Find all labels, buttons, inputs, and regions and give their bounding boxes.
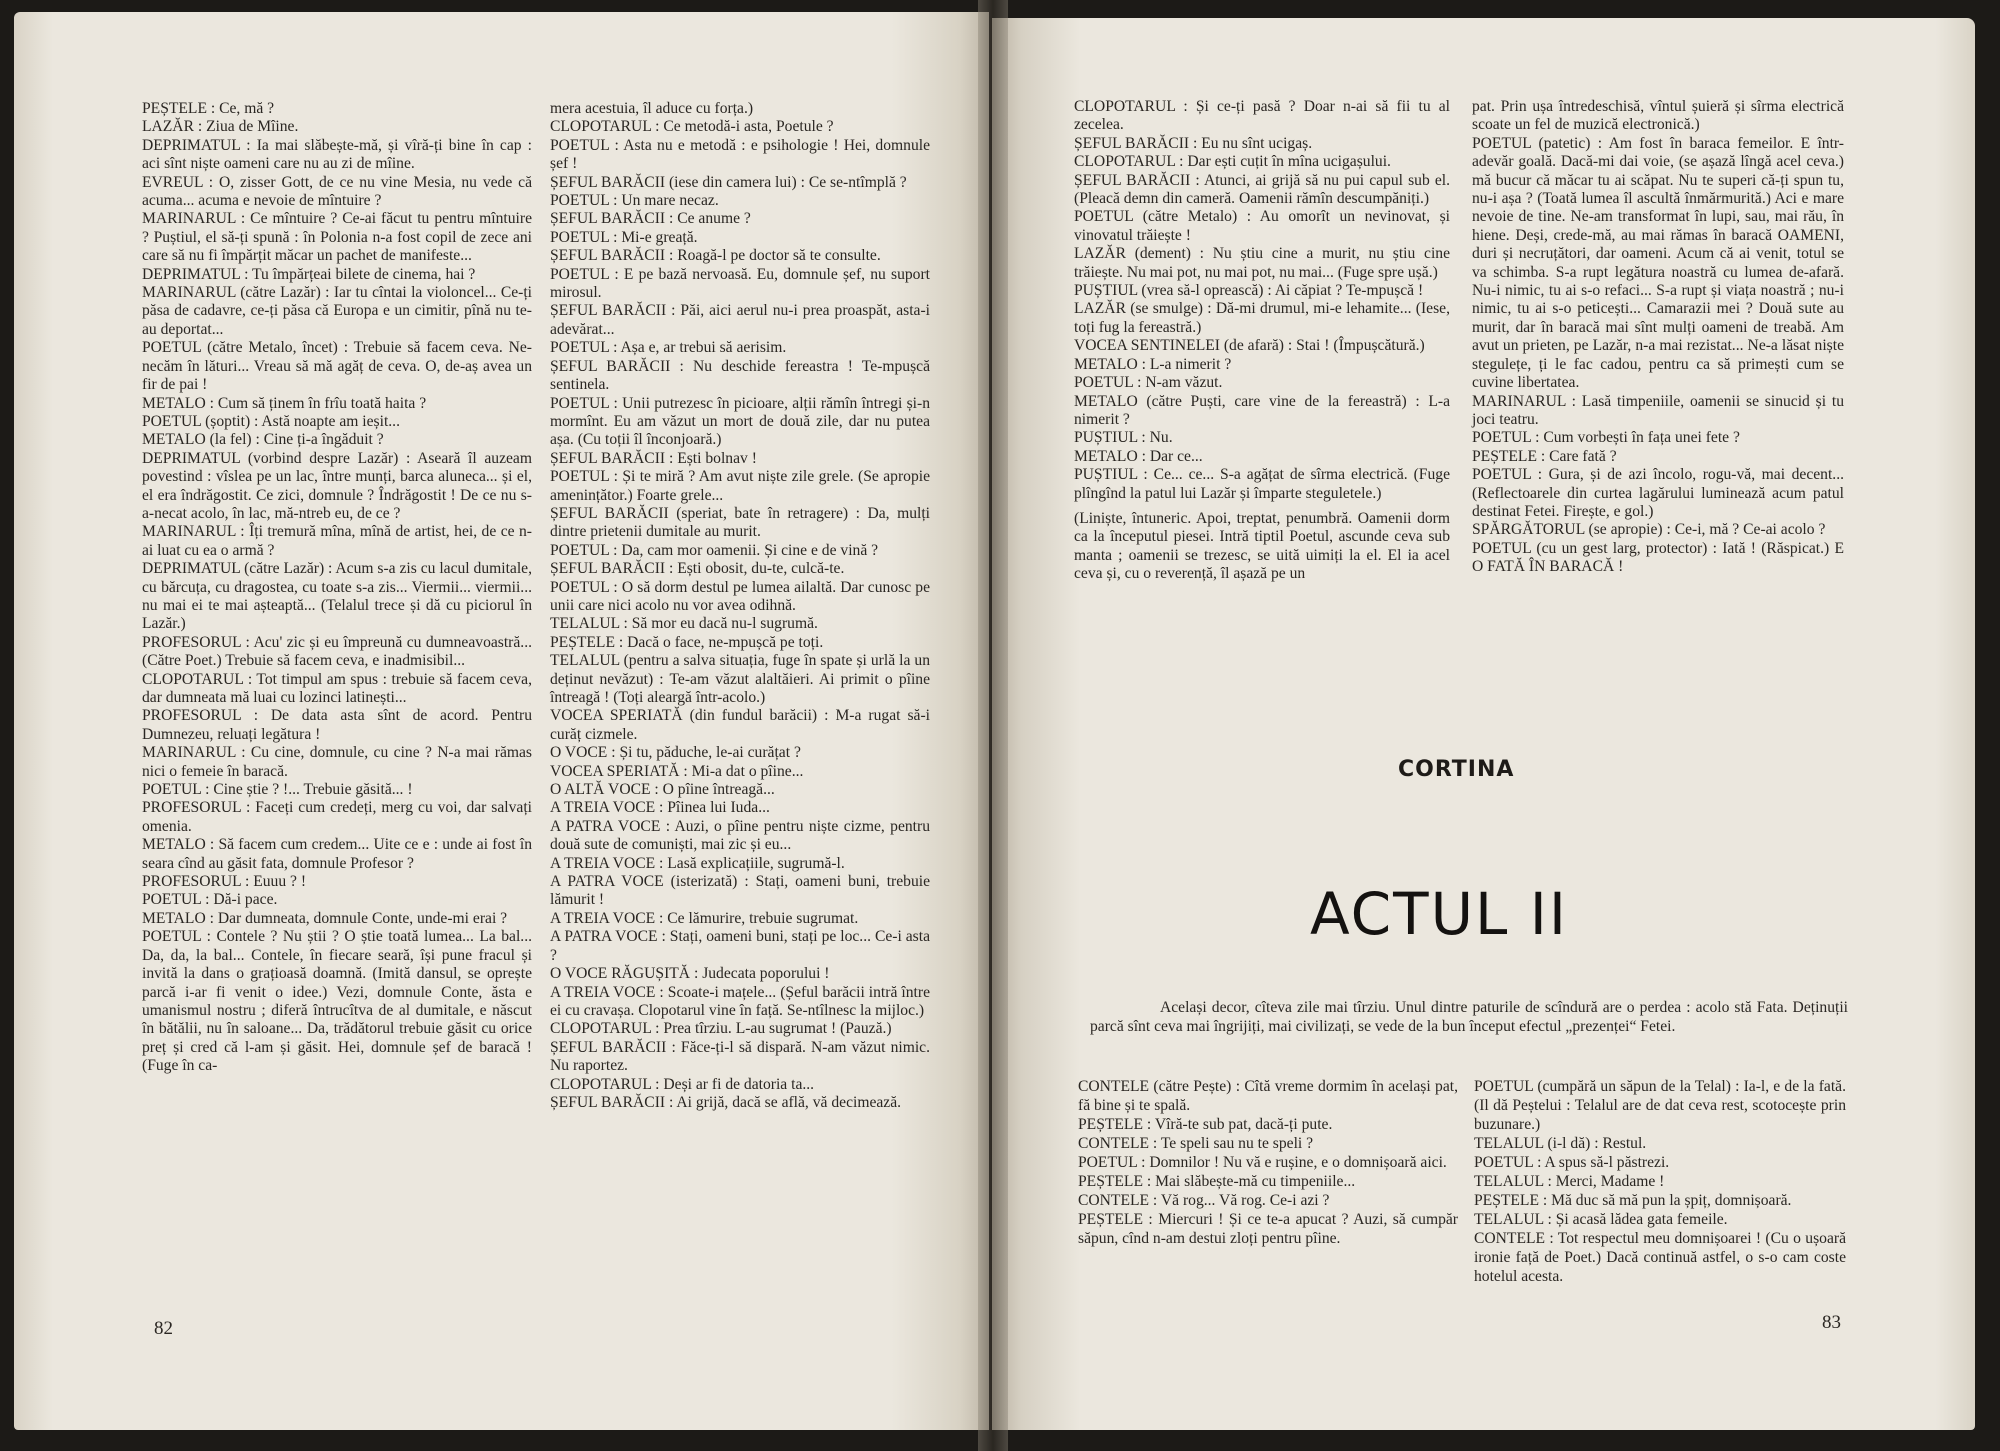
dialogue-line: MARINARUL (către Lazăr) : Iar tu cîntai la violoncel... Ce-ți păsa de cadavre, ce-ți păsa că Europa e un cimitir, pînă nu te-au deportat... <box>142 284 532 338</box>
dialogue-line: LAZĂR (se smulge) : Dă-mi drumul, mi-e lehamite... (Iese, toți fug la fereastră.) <box>1074 300 1450 336</box>
dialogue-line: ȘEFUL BARĂCII : Ești obosit, du-te, culcă-te. <box>550 560 845 578</box>
dialogue-line: O ALTĂ VOCE : O pîine întreagă... <box>550 781 775 799</box>
dialogue-line: METALO (la fel) : Cine ți-a îngăduit ? <box>142 431 384 449</box>
dialogue-line: POETUL : Cum vorbești în fața unei fete ? <box>1472 429 1740 447</box>
dialogue-line: MARINARUL : Lasă timpeniile, oamenii se sinucid și tu joci teatru. <box>1472 392 1844 428</box>
dialogue-line: TELALUL : Merci, Madame ! <box>1474 1173 1665 1190</box>
dialogue-line: POETUL : E pe bază nervoasă. Eu, domnule șef, nu suport mirosul. <box>550 265 930 302</box>
dialogue-line: METALO : L-a nimerit ? <box>1074 355 1232 373</box>
dialogue-line: ȘEFUL BARĂCII : Ai grijă, dacă se află, vă decimează. <box>550 1093 902 1111</box>
dialogue-line: DEPRIMATUL (vorbind despre Lazăr) : Aseară îl auzeam povestind : vîslea pe un lac, între munți, barca aluneca... și el, el era îndrăgostit. Ce zici, domnule ? Îndrăgostit ! De ce nu s-a-necat acolo, în lac, mă-ntreb eu, de ce ? <box>142 449 532 522</box>
dialogue-line: A TREIA VOCE : Pîinea lui Iuda... <box>550 799 770 817</box>
dialogue-line: A TREIA VOCE : Lasă explicațiile, sugrumă-l. <box>550 854 845 872</box>
dialogue-line: CONTELE : Vă rog... Vă rog. Ce-i azi ? <box>1078 1192 1330 1209</box>
dialogue-line: POETUL : Asta nu e metodă : e psihologie ! Hei, domnule șef ! <box>550 136 930 173</box>
book-spine-shadow <box>978 0 1008 1451</box>
dialogue-line: MARINARUL : Cu cine, domnule, cu cine ? N-a mai rămas nici o femeie în baracă. <box>142 744 532 780</box>
dialogue-line: ȘEFUL BARĂCII : Roagă-l pe doctor să te consulte. <box>550 247 881 265</box>
dialogue-line: POETUL : N-am văzut. <box>1074 374 1223 392</box>
dialogue-line: ȘEFUL BARĂCII : Eu nu sînt ucigaș. <box>1074 134 1313 152</box>
dialogue-line: POETUL : Contele ? Nu știi ? O știe toată lumea... La bal... Da, da, la bal... Contele, în fiecare seară, își pune fracul și invită la dans o grațioasă doamnă. (Imită dansul, se oprește parcă i-ar fi venit o idee.) Vezi, domnule Conte, ăsta e umanismul nostru ; diferă întrucîtva de al dumitale, e născut în bătălii, nu în saloane... Da, trădătorul trebuie găsit cu orice preț și cred că l-am și găsit. Hei, domnule șef de baracă ! (Fuge în ca- <box>142 928 532 1075</box>
dialogue-line: O VOCE RĂGUȘITĂ : Judecata poporului ! <box>550 965 830 983</box>
dialogue-line: TELALUL (pentru a salva situația, fuge în spate și urlă la un deținut nevăzut) : Te-am văzut alaltăieri. Ai primit o pîine întreagă ! (Toți aleargă într-acolo.) <box>550 652 930 706</box>
dialogue-line: VOCEA SENTINELEI (de afară) : Stai ! (Împușcătură.) <box>1074 337 1425 355</box>
dialogue-line: POETUL : Mi-e greață. <box>550 228 698 246</box>
dialogue-line: CONTELE : Tot respectul meu domnișoarei ! (Cu o ușoară ironie față de Poet.) Dacă continuă astfel, o s-o cam coste hotelul acesta. <box>1474 1230 1846 1285</box>
page-number-left: 82 <box>154 1318 173 1339</box>
dialogue-line: TELALUL (i-l dă) : Restul. <box>1474 1135 1647 1152</box>
dialogue-line: CLOPOTARUL : Dar ești cuțit în mîna ucigașului. <box>1074 153 1391 171</box>
dialogue-line: PEȘTELE : Vîră-te sub pat, dacă-ți pute. <box>1078 1116 1333 1133</box>
dialogue-line: CLOPOTARUL : Tot timpul am spus : trebuie să facem ceva, dar dumneata mă luai cu lozinci latinești... <box>142 670 532 706</box>
dialogue-line: ȘEFUL BARĂCII : Ești bolnav ! <box>550 449 757 467</box>
dialogue-line: ȘEFUL BARĂCII (iese din camera lui) : Ce se-ntîmplă ? <box>550 173 907 191</box>
dialogue-line: PEȘTELE : Miercuri ! Și ce te-a apucat ? Auzi, să cumpăr săpun, cînd n-am destui zloți pentru pîine. <box>1078 1211 1458 1247</box>
dialogue-line: PEȘTELE : Ce, mă ? <box>142 100 275 117</box>
dialogue-line: POETUL : Gura, și de azi încolo, rogu-vă, mai decent... (Reflectoarele din curtea lagărului luminează acum patul destinat Fetei. Firește, e gol.) <box>1472 466 1844 520</box>
dialogue-line: PEȘTELE : Dacă o face, ne-mpușcă pe toți. <box>550 633 824 651</box>
dialogue-line: POETUL (șoptit) : Astă noapte am ieșit... <box>142 412 400 430</box>
dialogue-line: POETUL : O să dorm destul pe lumea ailaltă. Dar cunosc pe unii care nici acolo nu vor avea odihnă. <box>550 578 930 614</box>
dialogue-line: (Liniște, întuneric. Apoi, treptat, penumbră. Oamenii dorm ca la începutul piesei. Intră tiptil Poetul, ascunde ceva sub manta ; oamenii se trezesc, se uită uimiți la el. El ia acel ceva și, cu o reverență, îl așază pe un <box>1074 509 1450 583</box>
page-number-right: 83 <box>1822 1312 1841 1333</box>
dialogue-line: POETUL (cu un gest larg, protector) : Iată ! (Răspicat.) E O FATĂ ÎN BARACĂ ! <box>1472 539 1844 576</box>
dialogue-line: A PATRA VOCE (isterizată) : Stați, oameni buni, trebuie lămurit ! <box>550 873 930 909</box>
dialogue-line: PUȘTIUL : Nu. <box>1074 429 1173 447</box>
dialogue-line: PROFESORUL : De data asta sînt de acord. Pentru Dumnezeu, reluați legătura ! <box>142 707 532 743</box>
dialogue-line: POETUL : Da, cam mor oamenii. Și cine e de vină ? <box>550 541 879 559</box>
dialogue-line: A PATRA VOCE : Auzi, o pîine pentru niște cizme, pentru două sute de comuniști, mai zic și eu... <box>550 817 930 854</box>
dialogue-line: ȘEFUL BARĂCII : Atunci, ai grijă să nu pui capul sub el. (Pleacă demn din cameră. Oamenii rămîn descumpăniți.) <box>1074 171 1450 208</box>
dialogue-line: VOCEA SPERIATĂ : Mi-a dat o pîine... <box>550 762 804 780</box>
dialogue-line: DEPRIMATUL : Tu împărțeai bilete de cinema, hai ? <box>142 265 476 283</box>
dialogue-line: PEȘTELE : Care fată ? <box>1472 447 1617 465</box>
right-page-column-4 <box>1474 1077 1846 1286</box>
act-title: ACTUL II <box>1310 880 1568 948</box>
dialogue-line: A TREIA VOCE : Ce lămurire, trebuie sugrumat. <box>550 909 859 927</box>
dialogue-line: POETUL : Un mare necaz. <box>550 192 719 210</box>
stage-direction: Același decor, cîteva zile mai tîrziu. Unul dintre paturile de scîndură are o perdea : acolo stă Fata. Deținuții parcă sînt ceva mai îngrijiți, mai civilizați, se vede de la bun început efectul „prezenței“ Fetei. <box>1090 999 1848 1035</box>
dialogue-line: MARINARUL : Îți tremură mîna, mînă de artist, hei, de ce n-ai luat cu ea o armă ? <box>142 523 532 559</box>
dialogue-line: TELALUL : Să mor eu dacă nu-l sugrumă. <box>550 615 818 633</box>
dialogue-line: POETUL : Domnilor ! Nu vă e rușine, e o domnișoară aici. <box>1078 1154 1447 1171</box>
dialogue-line: DEPRIMATUL : Ia mai slăbește-mă, și vîră-ți bine în cap : aci sînt niște oameni care nu au zi de mîine. <box>142 136 532 173</box>
dialogue-line: POETUL : Așa e, ar trebui să aerisim. <box>550 339 787 357</box>
dialogue-line: A PATRA VOCE : Stați, oameni buni, stați pe loc... Ce-i asta ? <box>550 928 930 964</box>
dialogue-line: CLOPOTARUL : Și ce-ți pasă ? Doar n-ai să fii tu al zecelea. <box>1074 98 1450 134</box>
dialogue-line: ȘEFUL BARĂCII : Păi, aici aerul nu-i prea proaspăt, asta-i adevărat... <box>550 302 930 338</box>
dialogue-line: PEȘTELE : Mă duc să mă pun la șpiț, domnișoară. <box>1474 1192 1792 1209</box>
dialogue-line: A TREIA VOCE : Scoate-i mațele... (Șeful barăcii intră între ei cu cravașa. Clopotarul vine în față. Se-ntîlnesc la mijloc.) <box>550 983 930 1019</box>
dialogue-line: LAZĂR (dement) : Nu știu cine a murit, nu știu cine trăiește. Nu mai pot, nu mai pot, nu mai... (Fuge spre ușă.) <box>1074 245 1450 281</box>
dialogue-line: LAZĂR : Ziua de Mîine. <box>142 118 299 136</box>
dialogue-line: PROFESORUL : Euuu ? ! <box>142 873 307 891</box>
dialogue-line: CONTELE (către Pește) : Cîtă vreme dormim în același pat, fă bine și te spală. <box>1078 1078 1458 1114</box>
dialogue-line: ȘEFUL BARĂCII : Ce anume ? <box>550 210 751 228</box>
dialogue-line: POETUL : Dă-i pace. <box>142 891 278 909</box>
dialogue-line: MARINARUL : Ce mîntuire ? Ce-ai făcut tu pentru mîntuire ? Puștiul, el să-ți spună : în Polonia n-a fost copil de zece ani care să nu fi împărțit măcar un pachet de manifeste... <box>142 210 532 265</box>
dialogue-line: POETUL (către Metalo) : Au omorît un nevinovat, și vinovatul trăiește ! <box>1074 208 1450 244</box>
dialogue-line: POETUL : A spus să-l păstrezi. <box>1474 1154 1670 1171</box>
dialogue-line: CONTELE : Te speli sau nu te speli ? <box>1078 1135 1314 1152</box>
dialogue-line: PROFESORUL : Faceți cum credeți, merg cu voi, dar salvați omenia. <box>142 799 532 835</box>
curtain-heading: CORTINA <box>1398 757 1515 782</box>
dialogue-line: CLOPOTARUL : Deși ar fi de datoria ta... <box>550 1075 815 1093</box>
dialogue-line: PUȘTIUL (vrea să-l oprească) : Ai căpiat ? Te-mpușcă ! <box>1074 282 1424 300</box>
dialogue-line: PEȘTELE : Mai slăbește-mă cu timpeniile... <box>1078 1173 1356 1190</box>
right-page-column-2 <box>1472 98 1844 577</box>
dialogue-line: ȘEFUL BARĂCII : Nu deschide fereastra ! Te-mpușcă sentinela. <box>550 357 930 394</box>
dialogue-line: METALO (către Puști, care vine de la fereastră) : L-a nimerit ? <box>1074 392 1450 428</box>
dialogue-line: mera acestuia, îl aduce cu forța.) <box>550 100 754 117</box>
dialogue-line: METALO : Dar ce... <box>1074 447 1203 465</box>
dialogue-line: POETUL : Și te miră ? Am avut niște zile grele. (Se apropie amenințător.) Foarte grele... <box>550 468 930 504</box>
dialogue-line: CLOPOTARUL : Ce metodă-i asta, Poetule ? <box>550 118 834 136</box>
dialogue-line: SPĂRGĂTORUL (se apropie) : Ce-i, mă ? Ce-ai acolo ? <box>1472 521 1826 539</box>
dialogue-line: TELALUL : Și acasă lădea gata femeile. <box>1474 1211 1728 1228</box>
dialogue-line: CLOPOTARUL : Prea tîrziu. L-au sugrumat ! (Pauză.) <box>550 1020 892 1038</box>
dialogue-line: ȘEFUL BARĂCII (speriat, bate în retragere) : Da, mulți dintre prietenii dumitale au murit. <box>550 504 930 541</box>
dialogue-line: pat. Prin ușa întredeschisă, vîntul șuieră și sîrma electrică scoate un fel de muzică electronică.) <box>1472 98 1844 134</box>
right-page-column-3 <box>1078 1077 1458 1248</box>
left-page-column-1 <box>142 100 532 1076</box>
dialogue-line: PUȘTIUL : Ce... ce... S-a agățat de sîrma electrică. (Fuge plîngînd la patul lui Lazăr și împarte steguletele.) <box>1074 466 1450 502</box>
dialogue-line: POETUL (patetic) : Am fost în baraca femeilor. E într-adevăr goală. Dacă-mi dai voie, (se așază lîngă acel ceva.) mă bucur că măcar tu ai scăpat. Nu te superi că-ți spun tu, nu-i așa ? (Toată lumea îl ascultă înmărmurită.) Aci e mare nevoie de tine. Ne-am transformat în lupi, sau, mai rău, în hiene. Deși, crede-mă, au mai rămas în baracă OAMENI, duri și necruțători, dar oameni. Acum că ai venit, totul se va schimba. S-a rupt legătura noastră cu lumea de-afară. Nu-i nimic, tu ai s-o refaci... S-a rupt și viața noastră ; nu-i nimic, tu ai s-o peticești... Camarazii mei ? Două sute au murit, dar în baracă mai sînt mulți oameni de treabă. Am avut un prieten, pe Lazăr, n-a mai rezistat... Ne-a lăsat niște stegulețe, ți le fac cadou, pentru ca să primești cum se cuvine libertatea. <box>1472 134 1844 392</box>
dialogue-line: VOCEA SPERIATĂ (din fundul barăcii) : M-a rugat să-i curăț cizmele. <box>550 707 930 743</box>
dialogue-line: METALO : Dar dumneata, domnule Conte, unde-mi erai ? <box>142 909 508 927</box>
dialogue-line: METALO : Cum să ținem în frîu toată haita ? <box>142 394 427 412</box>
dialogue-line: POETUL : Cine știe ? !... Trebuie găsită... ! <box>142 781 413 799</box>
right-page-column-1 <box>1074 98 1450 584</box>
dialogue-line: METALO : Să facem cum credem... Uite ce e : unde ai fost în seara cînd au găsit fata, domnule Profesor ? <box>142 836 532 872</box>
dialogue-line: EVREUL : O, zisser Gott, de ce nu vine Mesia, nu vede că acuma... acuma e nevoie de mîntuire ? <box>142 173 532 210</box>
left-page-column-2 <box>550 100 930 1112</box>
dialogue-line: O VOCE : Și tu, păduche, le-ai curățat ? <box>550 744 801 762</box>
dialogue-line: PROFESORUL : Acu' zic și eu împreună cu dumneavoastră... (Către Poet.) Trebuie să facem ceva, e inadmisibil... <box>142 633 532 670</box>
dialogue-line: DEPRIMATUL (către Lazăr) : Acum s-a zis cu lacul dumitale, cu bărcuța, cu dragostea, cu toate s-a zis... Viermii... viermii... nu mai ei te mai așteaptă... (Telalul trece și dă cu piciorul în Lazăr.) <box>142 560 532 633</box>
dialogue-line: ȘEFUL BARĂCII : Făce-ți-l să dispară. N-am văzut nimic. Nu raportez. <box>550 1038 930 1075</box>
dialogue-line: POETUL (către Metalo, încet) : Trebuie să facem ceva. Ne-necăm în lături... Vreau să mă agăț de ceva. O, de-aș avea un fir de pai ! <box>142 339 532 394</box>
dialogue-line: POETUL : Unii putrezesc în picioare, alții rămîn întregi și-n mormînt. Eu am văzut un mort de două zile, dar nu putea așa. (Cu toții îl înconjoară.) <box>550 394 930 449</box>
dialogue-line: POETUL (cumpără un săpun de la Telal) : Ia-l, e de la fată. (Il dă Peștelui : Telalul are de dat ceva rest, scotocește prin buzunare.) <box>1474 1078 1846 1133</box>
